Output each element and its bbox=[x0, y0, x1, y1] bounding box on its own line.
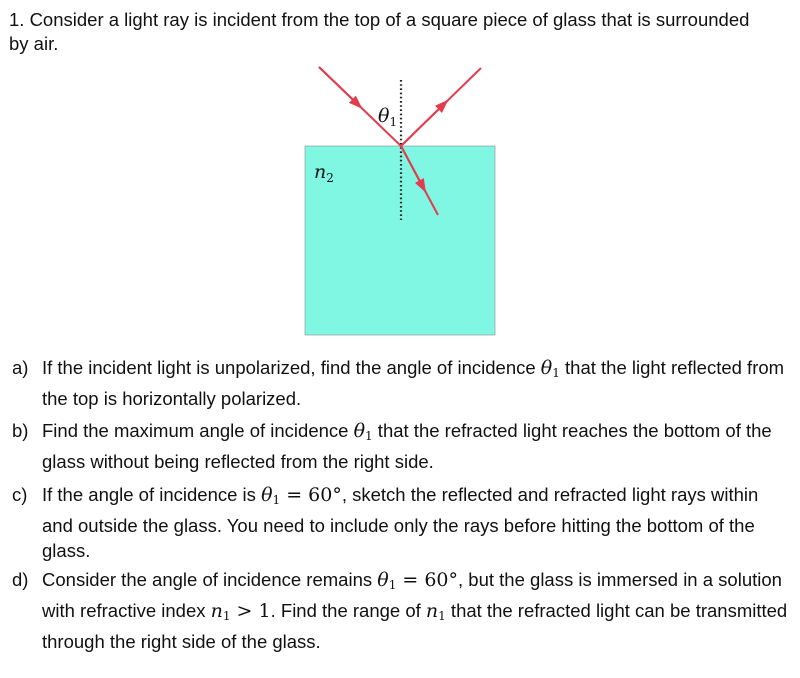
incident-arrow bbox=[319, 67, 361, 108]
question-letter: b) bbox=[12, 420, 29, 441]
question-text: Consider the angle of incidence remains $\theta_1 = 60^\circ$, but the glass is immersed in a solution with refractive index $n_1 > 1$. Find the range of $n_1$ that the refracted light can be transmitted through the right side of the glass. bbox=[42, 569, 788, 652]
question-letter: a) bbox=[12, 357, 29, 378]
question-text: If the angle of incidence is $\theta_1 = 60^\circ$, sketch the reflected and refracted light rays within and outside the glass. You need to include only the rays before hitting the bottom of the glass. bbox=[42, 484, 759, 561]
question-text: Find the maximum angle of incidence $\theta_1$ that the refracted light reaches the bottom of the glass without being reflected from the right side. bbox=[42, 420, 772, 472]
question-letter: d) bbox=[12, 569, 29, 590]
reflected-arrow bbox=[401, 101, 447, 146]
n2-label: $n_2$ bbox=[314, 161, 334, 185]
question-letter: c) bbox=[12, 484, 28, 505]
theta-label: $\theta_1$ bbox=[378, 105, 398, 129]
problem-statement: 1. Consider a light ray is incident from the top of a square piece of glass that is surrounded by air. bbox=[9, 9, 750, 54]
question-text: If the incident light is unpolarized, find the angle of incidence $\theta_1$ that the light reflected from the top is horizontally polarized. bbox=[42, 357, 785, 409]
